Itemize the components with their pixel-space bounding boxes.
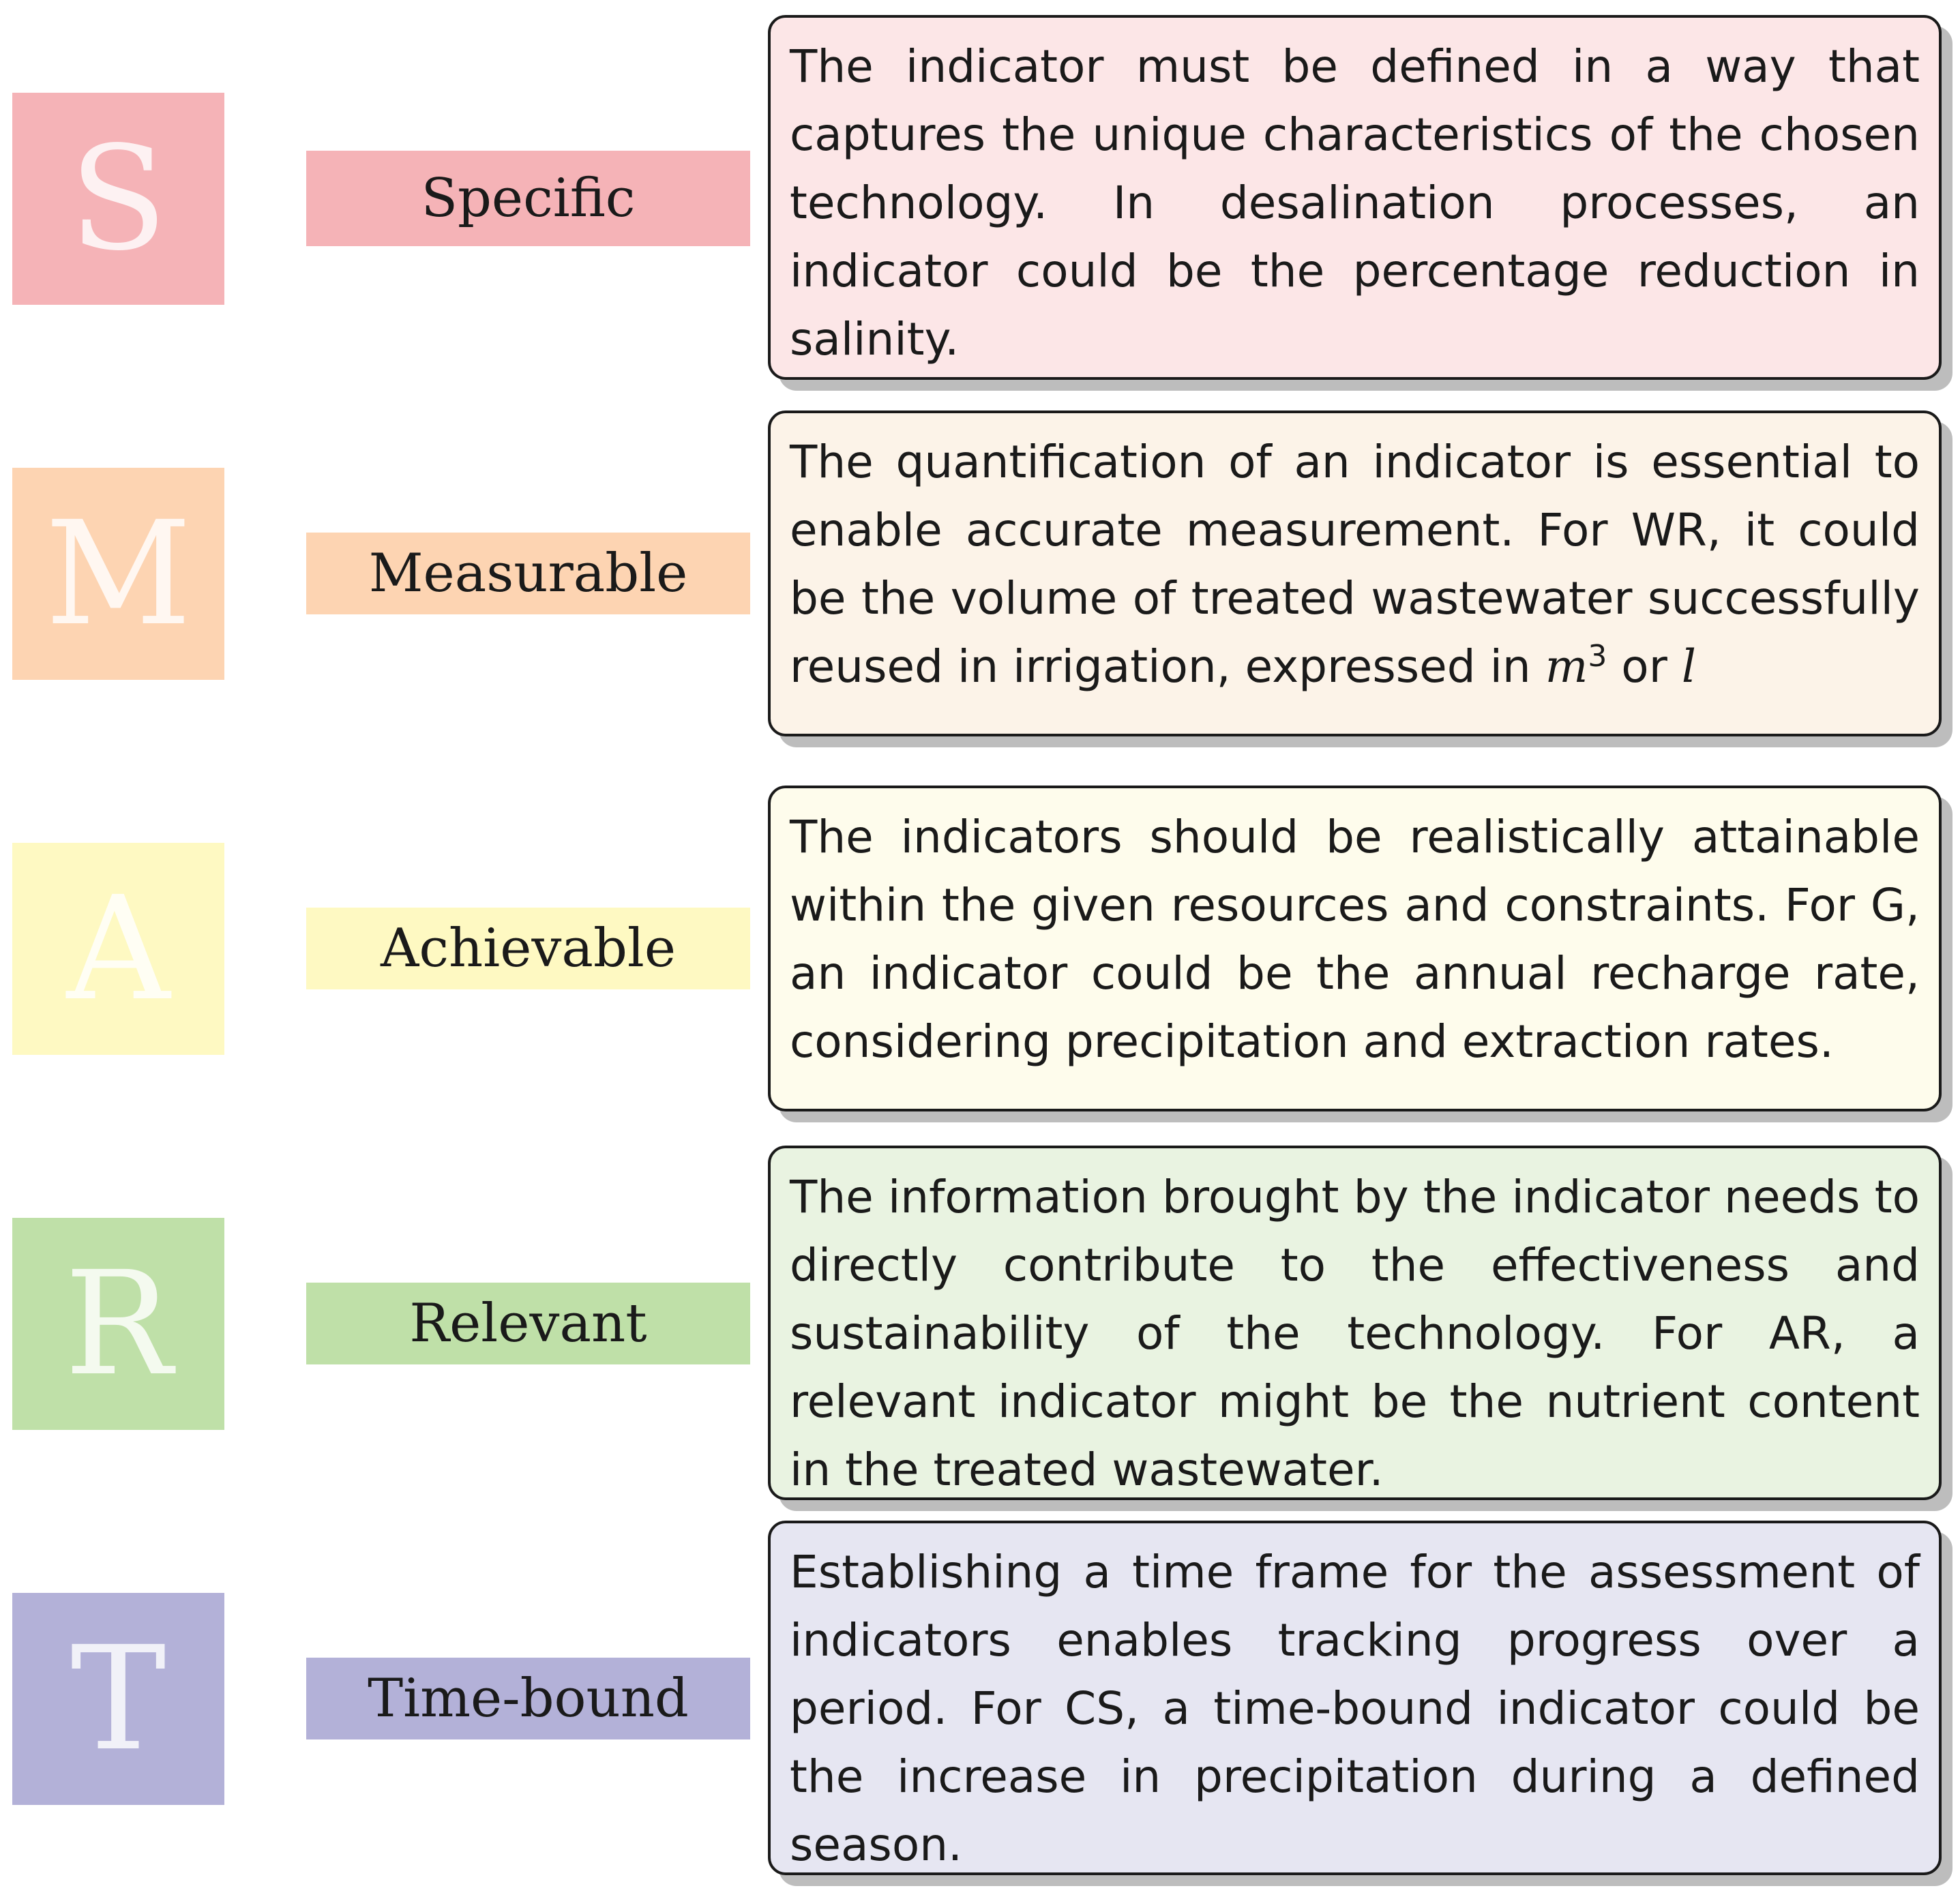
letter-box-r: R <box>12 1218 224 1430</box>
label-time-bound: Time-bound <box>306 1658 750 1739</box>
desc-relevant: The information brought by the indicator needs to directly contribute to the effectiveness and sustainability of the technology. For AR, a relevant indicator might be the nutrient content in the treated wastewater. <box>768 1146 1942 1500</box>
desc-achievable: The indicators should be realistically attainable within the given resources and constraints. For G, an indicator could be the annual recharge rate, considering precipitation and extraction rates. <box>768 786 1942 1111</box>
label-achievable: Achievable <box>306 908 750 989</box>
label-specific: Specific <box>306 151 750 246</box>
unit-l: l <box>1681 640 1696 693</box>
unit-m-exponent: 3 <box>1588 639 1607 674</box>
letter-box-s: S <box>12 93 224 305</box>
letter-box-a: A <box>12 843 224 1055</box>
desc-measurable-text: The quantification of an indicator is essential to enable accurate measurement. For WR, it could be the volume of treated wastewater successfully reused in irrigation, expressed in <box>790 436 1920 693</box>
desc-time-bound: Establishing a time frame for the assessment of indicators enables tracking progress over a period. For CS, a time-bound indicator could be the increase in precipitation during a defined season. <box>768 1521 1942 1875</box>
label-relevant: Relevant <box>306 1283 750 1364</box>
letter-box-t: T <box>12 1593 224 1805</box>
desc-specific: The indicator must be defined in a way that captures the unique characteristics of the chosen technology. In desalination processes, an indicator could be the percentage reduction in salinity. <box>768 15 1942 380</box>
desc-measurable-or: or <box>1607 640 1682 693</box>
desc-measurable <box>768 410 1942 736</box>
letter-box-m: M <box>12 468 224 680</box>
label-measurable: Measurable <box>306 533 750 614</box>
unit-m: m <box>1545 640 1588 693</box>
